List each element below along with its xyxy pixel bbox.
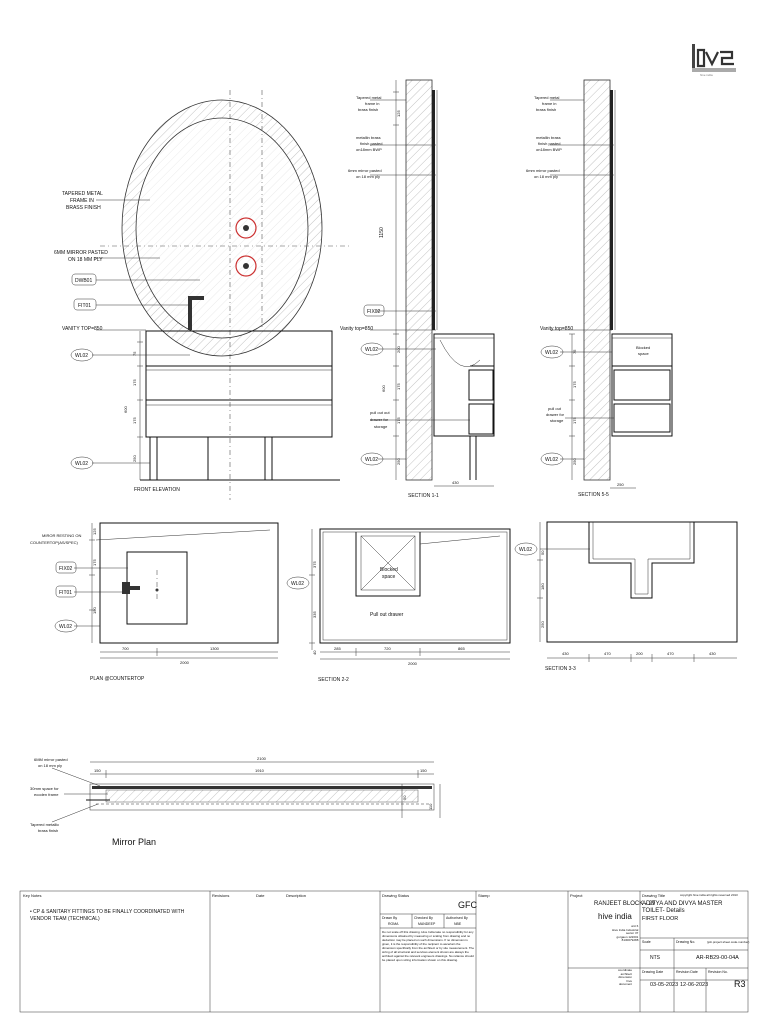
title-section-5-5: SECTION 5-5: [578, 492, 609, 498]
svg-text:finish pasted: finish pasted: [538, 141, 561, 146]
dim-front-75: 75: [132, 351, 137, 356]
svg-text:2000: 2000: [408, 661, 417, 666]
svg-text:WL02: WL02: [75, 461, 89, 467]
svg-text:FIT01: FIT01: [78, 303, 92, 309]
drawing-no: AR-RB29-00-04A: [696, 955, 739, 961]
svg-text:175: 175: [396, 417, 401, 424]
svg-text:storage: storage: [374, 424, 388, 429]
svg-text:space: space: [382, 574, 396, 580]
svg-text:375: 375: [312, 561, 317, 568]
svg-text:30mm space for: 30mm space for: [30, 786, 59, 791]
vanity-section-1: [434, 334, 494, 436]
drawing-status-heading: Drawing Status: [382, 893, 410, 898]
svg-text:frame in: frame in: [542, 101, 557, 106]
label-mirror-2: ON 18 MM PLY: [68, 257, 103, 263]
svg-text:50: 50: [402, 795, 407, 800]
label-mirror-1: 6MM MIRROR PASTED: [54, 250, 108, 256]
drawing-no-heading: Drawing No.: [676, 940, 696, 944]
company-address: unit 6 Hive India Industrial sector 37 gurgaon 122001 8130079288: [612, 924, 639, 943]
plan-countertop: [30, 523, 278, 682]
svg-text:on 18 mm ply: on 18 mm ply: [356, 174, 381, 179]
svg-text:WL02: WL02: [365, 347, 379, 353]
scale-heading: Scale: [642, 940, 651, 944]
svg-text:600: 600: [381, 385, 386, 392]
revision-date-heading: Revision Date: [676, 970, 698, 974]
label-tapered-3: BRASS FINISH: [66, 205, 101, 211]
drawing-no-note: (job.project.sheet.code.number): [707, 940, 750, 944]
logo-text: hive india: [700, 73, 713, 77]
svg-text:150: 150: [420, 768, 427, 773]
label-tapered-2: FRAME IN: [70, 198, 94, 204]
dim-front-600: 600: [123, 406, 128, 413]
svg-text:180: 180: [540, 583, 545, 590]
svg-text:250: 250: [572, 458, 577, 465]
svg-text:Pull out drawer: Pull out drawer: [370, 612, 404, 618]
title-plan-countertop: PLAN @COUNTERTOP: [90, 676, 145, 682]
svg-text:865: 865: [458, 646, 465, 651]
date-heading: Date: [256, 893, 265, 898]
svg-text:75: 75: [572, 349, 577, 354]
svg-text:700: 700: [122, 646, 129, 651]
key-notes-heading: Key Notes: [23, 893, 42, 898]
project-heading: Project: [570, 893, 583, 898]
scale: NTS: [650, 955, 660, 961]
checked-by: MANDEEP: [418, 922, 436, 926]
svg-text:2100: 2100: [257, 756, 266, 761]
section-1-1: [340, 80, 494, 499]
svg-text:430: 430: [562, 651, 569, 656]
dim-front-250: 250: [132, 455, 137, 462]
svg-text:175: 175: [396, 383, 401, 390]
revision-date: 12-06-2023: [680, 982, 709, 988]
svg-text:285: 285: [334, 646, 341, 651]
svg-text:150: 150: [94, 768, 101, 773]
svg-text:metallin brass: metallin brass: [536, 135, 561, 140]
title-section-3-3: SECTION 3-3: [545, 666, 576, 672]
drawn-by-heading: Drawn By: [382, 916, 398, 920]
drawing-title: ADITYA AND DIVYA MASTER TOILET- Details: [642, 901, 723, 914]
svg-text:2000: 2000: [180, 660, 189, 665]
company-logo: [692, 44, 736, 72]
section-3-3-outline: [547, 522, 737, 642]
svg-text:Blocked: Blocked: [636, 345, 651, 350]
drawing-status: GFC: [458, 900, 477, 910]
dim-front-175a: 175: [132, 379, 137, 386]
svg-text:335: 335: [312, 611, 317, 618]
floor-name: FIRST FLOOR: [642, 916, 679, 922]
svg-text:Tapered metal: Tapered metal: [356, 95, 382, 100]
svg-text:6MM mirror pasted: 6MM mirror pasted: [34, 757, 68, 762]
svg-text:space: space: [638, 351, 649, 356]
svg-text:250: 250: [617, 482, 624, 487]
svg-text:FIT01: FIT01: [59, 590, 73, 596]
svg-text:WL02: WL02: [545, 350, 559, 356]
svg-text:Tapered metallic: Tapered metallic: [30, 822, 60, 827]
svg-text:1300: 1300: [210, 646, 219, 651]
title-mirror-plan: Mirror Plan: [112, 837, 157, 847]
title-section-2-2: SECTION 2-2: [318, 677, 349, 683]
svg-text:pull out: pull out: [548, 406, 561, 411]
svg-text:250: 250: [396, 458, 401, 465]
revision-no-heading: Revision No.: [708, 970, 728, 974]
drawing-date: 03-05-2023: [650, 982, 679, 988]
svg-text:125: 125: [92, 528, 97, 535]
svg-text:brass finish: brass finish: [38, 828, 59, 833]
svg-text:40: 40: [312, 650, 317, 655]
svg-text:Tapered metal: Tapered metal: [534, 95, 560, 100]
faucet: [188, 296, 192, 330]
svg-text:FIX02: FIX02: [59, 566, 73, 572]
disclaimer-note: Do not scale off this drawing. Hive India take no responsibility for any dimensions obtained by measuring or scaling from drawing and no deduction may be placed on such dimensions. If no dimension is given, it is the responsibility of the recipient to ascertain the dimension specifically from the architect or by site measurement. The sizing of all structural and services element shown are always the architect against the relevant engineers drawings. No reliance should be placed upon sizing information shown on this drawing.: [382, 930, 474, 962]
svg-text:175: 175: [572, 417, 577, 424]
svg-text:50: 50: [540, 550, 545, 555]
company-name: hive india: [598, 912, 632, 921]
svg-text:WL02: WL02: [545, 457, 559, 463]
svg-text:pull out out: pull out out: [370, 410, 390, 415]
section-5-5: [526, 80, 672, 498]
svg-text:200: 200: [396, 346, 401, 353]
svg-text:470: 470: [667, 651, 674, 656]
drawing-date-heading: Drawing Date: [642, 970, 664, 974]
side-notes: coordinate architect dimension hive document: [618, 968, 633, 987]
svg-text:brass finish: brass finish: [536, 107, 557, 112]
svg-text:150: 150: [92, 607, 97, 614]
stamp-heading: Stamp: [478, 893, 490, 898]
svg-text:430: 430: [452, 480, 459, 485]
authorised-by: NBE: [454, 922, 462, 926]
wall-section-5: [584, 80, 610, 480]
title-front-elevation: FRONT ELEVATION: [134, 487, 180, 493]
svg-text:110: 110: [428, 803, 433, 810]
svg-text:430: 430: [709, 651, 716, 656]
svg-text:WL02: WL02: [59, 624, 73, 630]
section-3-3: [515, 522, 737, 672]
label-tapered-1: TAPERED METAL: [62, 191, 103, 197]
svg-text:ecoden frame: ecoden frame: [34, 792, 59, 797]
authorised-by-heading: Authorised By: [446, 916, 468, 920]
svg-text:drawer for: drawer for: [546, 412, 565, 417]
front-elevation: [54, 90, 350, 500]
key-note-1: • CP & SANITARY FITTINGS TO BE FINALLY COORDINATED WITH VENDOR TEAM (TECHNICAL): [30, 909, 185, 922]
svg-text:Blocked: Blocked: [380, 567, 398, 573]
svg-text:Vanity top=850: Vanity top=850: [540, 326, 574, 332]
svg-text:WL02: WL02: [291, 581, 305, 587]
svg-text:drawer for: drawer for: [370, 417, 389, 422]
svg-text:1910: 1910: [255, 768, 264, 773]
svg-text:720: 720: [384, 646, 391, 651]
svg-text:DWB01: DWB01: [75, 278, 93, 284]
svg-text:WL02: WL02: [365, 457, 379, 463]
svg-text:WL02: WL02: [75, 353, 89, 359]
svg-text:6mm mirror pasted: 6mm mirror pasted: [348, 168, 382, 173]
svg-text:WL02: WL02: [519, 547, 533, 553]
svg-text:FIX02: FIX02: [367, 309, 381, 315]
svg-text:MIROR RESTING ON: MIROR RESTING ON: [42, 533, 82, 538]
svg-text:on18mm BWP: on18mm BWP: [536, 147, 562, 152]
svg-text:COUNTERTOP(AS/SPEC): COUNTERTOP(AS/SPEC): [30, 540, 78, 545]
svg-text:finish pasted: finish pasted: [360, 141, 383, 146]
label-vanity-top: VANITY TOP=850: [62, 326, 103, 332]
svg-text:on 18 mm ply: on 18 mm ply: [38, 763, 63, 768]
drawing-title-heading: Drawing Title: [642, 893, 666, 898]
project-name: RANJEET BLOCK - 29: [594, 901, 656, 907]
drawn-by: ROMA: [388, 922, 399, 926]
svg-text:on18mm BWP: on18mm BWP: [356, 147, 382, 152]
svg-text:470: 470: [604, 651, 611, 656]
title-section-1-1: SECTION 1-1: [408, 493, 439, 499]
svg-text:175: 175: [572, 381, 577, 388]
section-2-2: [287, 529, 510, 683]
revision-no: R3: [734, 979, 746, 989]
svg-text:125: 125: [396, 110, 401, 117]
dim-front-175b: 175: [132, 417, 137, 424]
svg-text:Vanity top=850: Vanity top=850: [340, 326, 374, 332]
svg-text:frame in: frame in: [365, 101, 380, 106]
svg-text:6mm mirror pasted: 6mm mirror pasted: [526, 168, 560, 173]
svg-text:metallin brass: metallin brass: [356, 135, 381, 140]
svg-text:1150: 1150: [379, 227, 385, 238]
svg-text:brass finish: brass finish: [358, 107, 379, 112]
svg-text:250: 250: [540, 621, 545, 628]
mirror-plan: [30, 756, 440, 847]
svg-text:200: 200: [636, 651, 643, 656]
copyright: copyright hive india all rights reserved 2013: [680, 893, 738, 897]
svg-text:storage: storage: [550, 418, 564, 423]
checked-by-heading: Checked By: [414, 916, 433, 920]
svg-text:on 18 mm ply: on 18 mm ply: [534, 174, 559, 179]
description-heading: Description: [286, 893, 307, 898]
revisions-heading: Revisions: [212, 893, 230, 898]
svg-text:175: 175: [92, 559, 97, 566]
